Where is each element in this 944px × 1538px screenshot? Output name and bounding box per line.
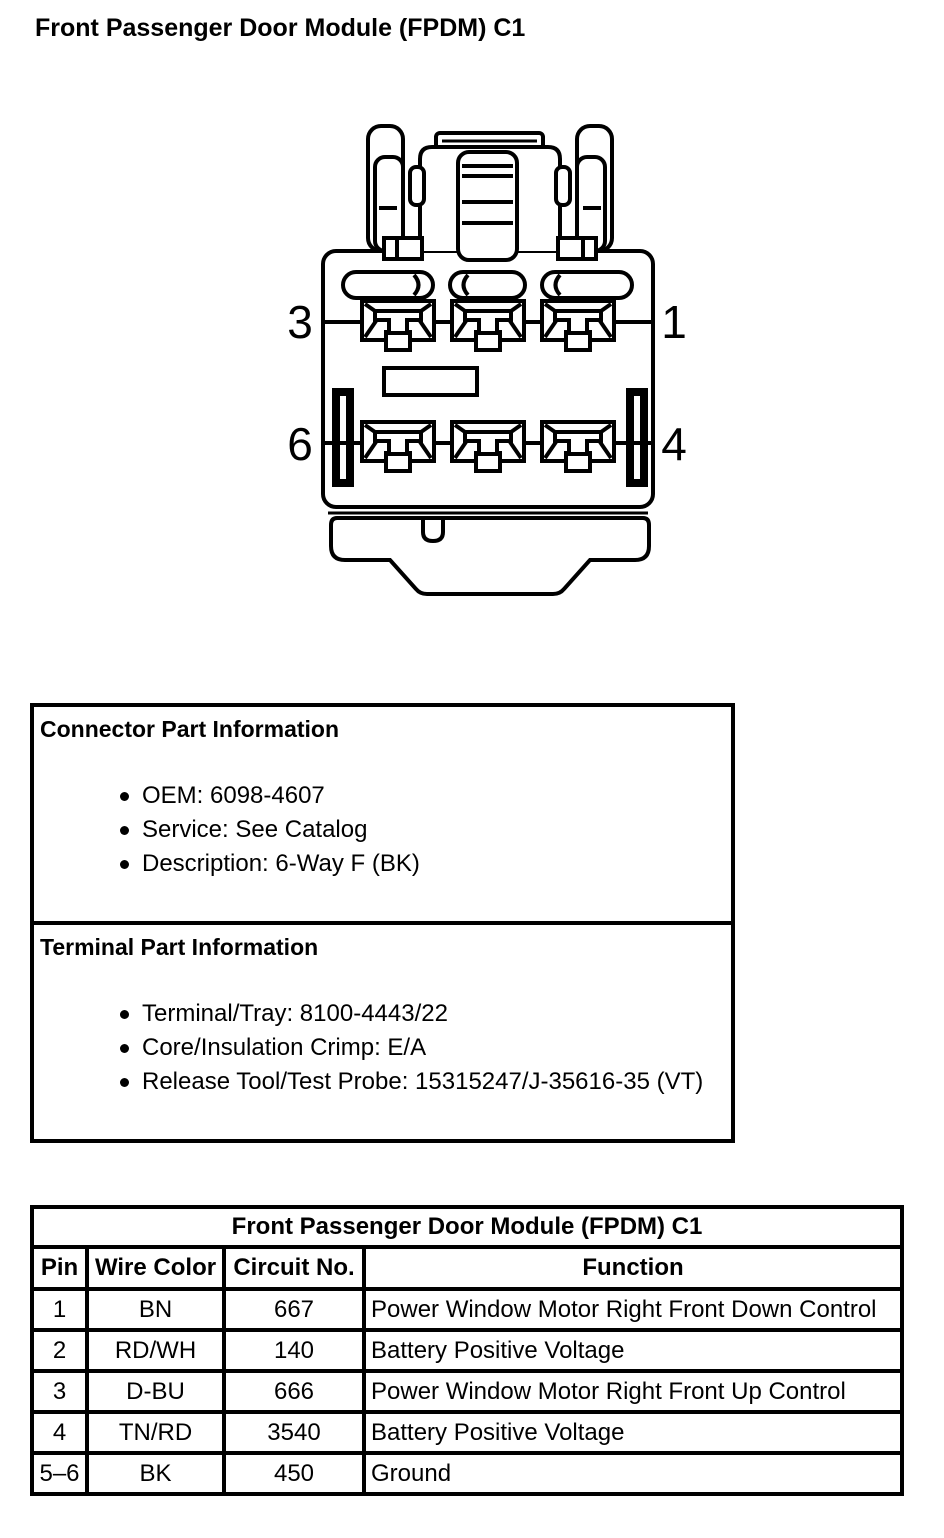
connector-info-heading: Connector Part Information xyxy=(40,716,340,742)
pin-label-3: 3 xyxy=(287,296,313,348)
circuit-cell: 140 xyxy=(224,1330,364,1371)
pin-cell: 3 xyxy=(32,1371,87,1412)
connector-part-information-section xyxy=(34,707,731,925)
pin-label-1: 1 xyxy=(661,296,687,348)
wire-color-cell: D-BU xyxy=(87,1371,224,1412)
circuit-cell: 667 xyxy=(224,1289,364,1330)
pin-label-6: 6 xyxy=(287,418,313,470)
function-cell: Power Window Motor Right Front Up Control xyxy=(364,1371,902,1412)
wire-color-cell: BK xyxy=(87,1453,224,1494)
column-header-pin: Pin xyxy=(32,1247,87,1289)
pinout-table xyxy=(30,1205,904,1496)
bullet-icon xyxy=(120,1044,129,1053)
table-title: Front Passenger Door Module (FPDM) C1 xyxy=(32,1207,902,1247)
list-item xyxy=(34,847,731,881)
bullet-icon xyxy=(120,826,129,835)
table-row xyxy=(32,1412,902,1453)
connector-info-list xyxy=(34,779,731,881)
list-item-text: Core/Insulation Crimp: E/A xyxy=(142,1034,427,1061)
list-item-text: OEM: 6098-4607 xyxy=(142,782,325,809)
function-cell: Battery Positive Voltage xyxy=(364,1412,902,1453)
bullet-icon xyxy=(120,1010,129,1019)
bullet-icon xyxy=(120,792,129,801)
list-item-text: Description: 6-Way F (BK) xyxy=(142,850,420,877)
list-item-text: Terminal/Tray: 8100-4443/22 xyxy=(142,1000,448,1027)
list-item xyxy=(34,1065,731,1099)
bullet-icon xyxy=(120,1078,129,1087)
list-item-text: Release Tool/Test Probe: 15315247/J-35616-35 (VT) xyxy=(142,1068,704,1095)
list-item xyxy=(34,1031,731,1065)
terminal-part-information-section xyxy=(34,925,731,1143)
circuit-cell: 3540 xyxy=(224,1412,364,1453)
column-header-wire-color: Wire Color xyxy=(87,1247,224,1289)
function-cell: Power Window Motor Right Front Down Control xyxy=(364,1289,902,1330)
column-header-circuit-no: Circuit No. xyxy=(224,1247,364,1289)
wire-color-cell: BN xyxy=(87,1289,224,1330)
wire-color-cell: TN/RD xyxy=(87,1412,224,1453)
function-cell: Battery Positive Voltage xyxy=(364,1330,902,1371)
list-item xyxy=(34,779,731,813)
pin-cell: 4 xyxy=(32,1412,87,1453)
pin-label-4: 4 xyxy=(661,418,687,470)
circuit-cell: 666 xyxy=(224,1371,364,1412)
list-item xyxy=(34,997,731,1031)
connector-face-drawing-icon xyxy=(280,105,700,605)
table-row xyxy=(32,1371,902,1412)
page-title: Front Passenger Door Module (FPDM) C1 xyxy=(35,14,526,42)
terminal-info-list xyxy=(34,997,731,1099)
column-header-function: Function xyxy=(364,1247,902,1289)
list-item-text: Service: See Catalog xyxy=(142,816,368,843)
circuit-cell: 450 xyxy=(224,1453,364,1494)
pin-cell: 2 xyxy=(32,1330,87,1371)
bullet-icon xyxy=(120,860,129,869)
table-row xyxy=(32,1453,902,1494)
terminal-info-heading: Terminal Part Information xyxy=(40,934,319,960)
table-row xyxy=(32,1330,902,1371)
pin-cell: 5–6 xyxy=(32,1453,87,1494)
table-row xyxy=(32,1289,902,1330)
function-cell: Ground xyxy=(364,1453,902,1494)
part-information-box xyxy=(30,703,735,1143)
wire-color-cell: RD/WH xyxy=(87,1330,224,1371)
connector-diagram xyxy=(280,105,700,605)
list-item xyxy=(34,813,731,847)
pin-cell: 1 xyxy=(32,1289,87,1330)
